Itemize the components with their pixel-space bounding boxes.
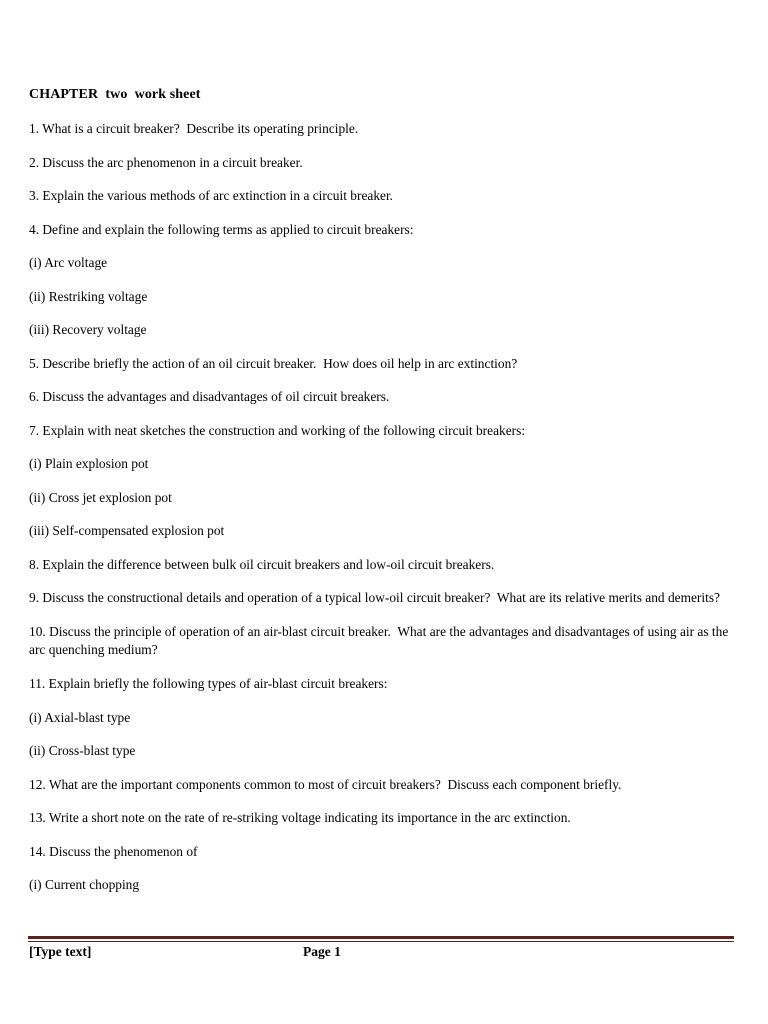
worksheet-title: CHAPTER two work sheet bbox=[29, 87, 201, 102]
question-8: 8. Explain the difference between bulk oil circuit breakers and low-oil circuit breakers. bbox=[29, 556, 495, 572]
question-7: 7. Explain with neat sketches the construction and working of the following circuit breakers: bbox=[29, 422, 526, 438]
question-11: 11. Explain briefly the following types of air-blast circuit breakers: bbox=[29, 676, 388, 691]
question-5: 5. Describe briefly the action of an oil circuit breaker. How does oil help in arc extinction? bbox=[29, 355, 518, 371]
question-4: 4. Define and explain the following terms as applied to circuit breakers: bbox=[29, 221, 414, 237]
question-list bbox=[29, 120, 732, 910]
question-7-item-i: (i) Plain explosion pot bbox=[29, 456, 149, 471]
question-7-item-ii: (ii) Cross jet explosion pot bbox=[29, 489, 172, 505]
footer-rule-thick bbox=[28, 936, 734, 939]
footer-placeholder-text: [Type text] bbox=[29, 944, 92, 959]
question-11-item-ii: (ii) Cross-blast type bbox=[29, 743, 136, 758]
question-4-item-iii: (iii) Recovery voltage bbox=[29, 322, 147, 337]
question-7-item-iii: (iii) Self-compensated explosion pot bbox=[29, 523, 225, 538]
question-4-item-ii: (ii) Restriking voltage bbox=[29, 288, 148, 304]
question-4-item-i: (i) Arc voltage bbox=[29, 255, 108, 270]
question-14-item-i: (i) Current chopping bbox=[29, 877, 140, 892]
question-3: 3. Explain the various methods of arc extinction in a circuit breaker. bbox=[29, 188, 394, 203]
question-13: 13. Write a short note on the rate of re-striking voltage indicating its importance in the arc extinction. bbox=[29, 810, 571, 825]
question-14: 14. Discuss the phenomenon of bbox=[29, 843, 198, 859]
footer-page-number: Page 1 bbox=[303, 944, 341, 959]
question-10: 10. Discuss the principle of operation of an air-blast circuit breaker. What are the advantages and disadvantages of using air as the arc quenching medium? bbox=[29, 624, 732, 657]
question-11-item-i: (i) Axial-blast type bbox=[29, 709, 131, 725]
footer-rule-thin bbox=[28, 941, 734, 942]
question-12: 12. What are the important components common to most of circuit breakers? Discuss each component briefly. bbox=[29, 776, 622, 792]
question-2: 2. Discuss the arc phenomenon in a circuit breaker. bbox=[29, 154, 303, 170]
question-9: 9. Discuss the constructional details and operation of a typical low-oil circuit breaker? What are its relative merits and demerits? bbox=[29, 590, 720, 605]
question-1: 1. What is a circuit breaker? Describe its operating principle. bbox=[29, 121, 359, 136]
question-6: 6. Discuss the advantages and disadvantages of oil circuit breakers. bbox=[29, 389, 390, 404]
